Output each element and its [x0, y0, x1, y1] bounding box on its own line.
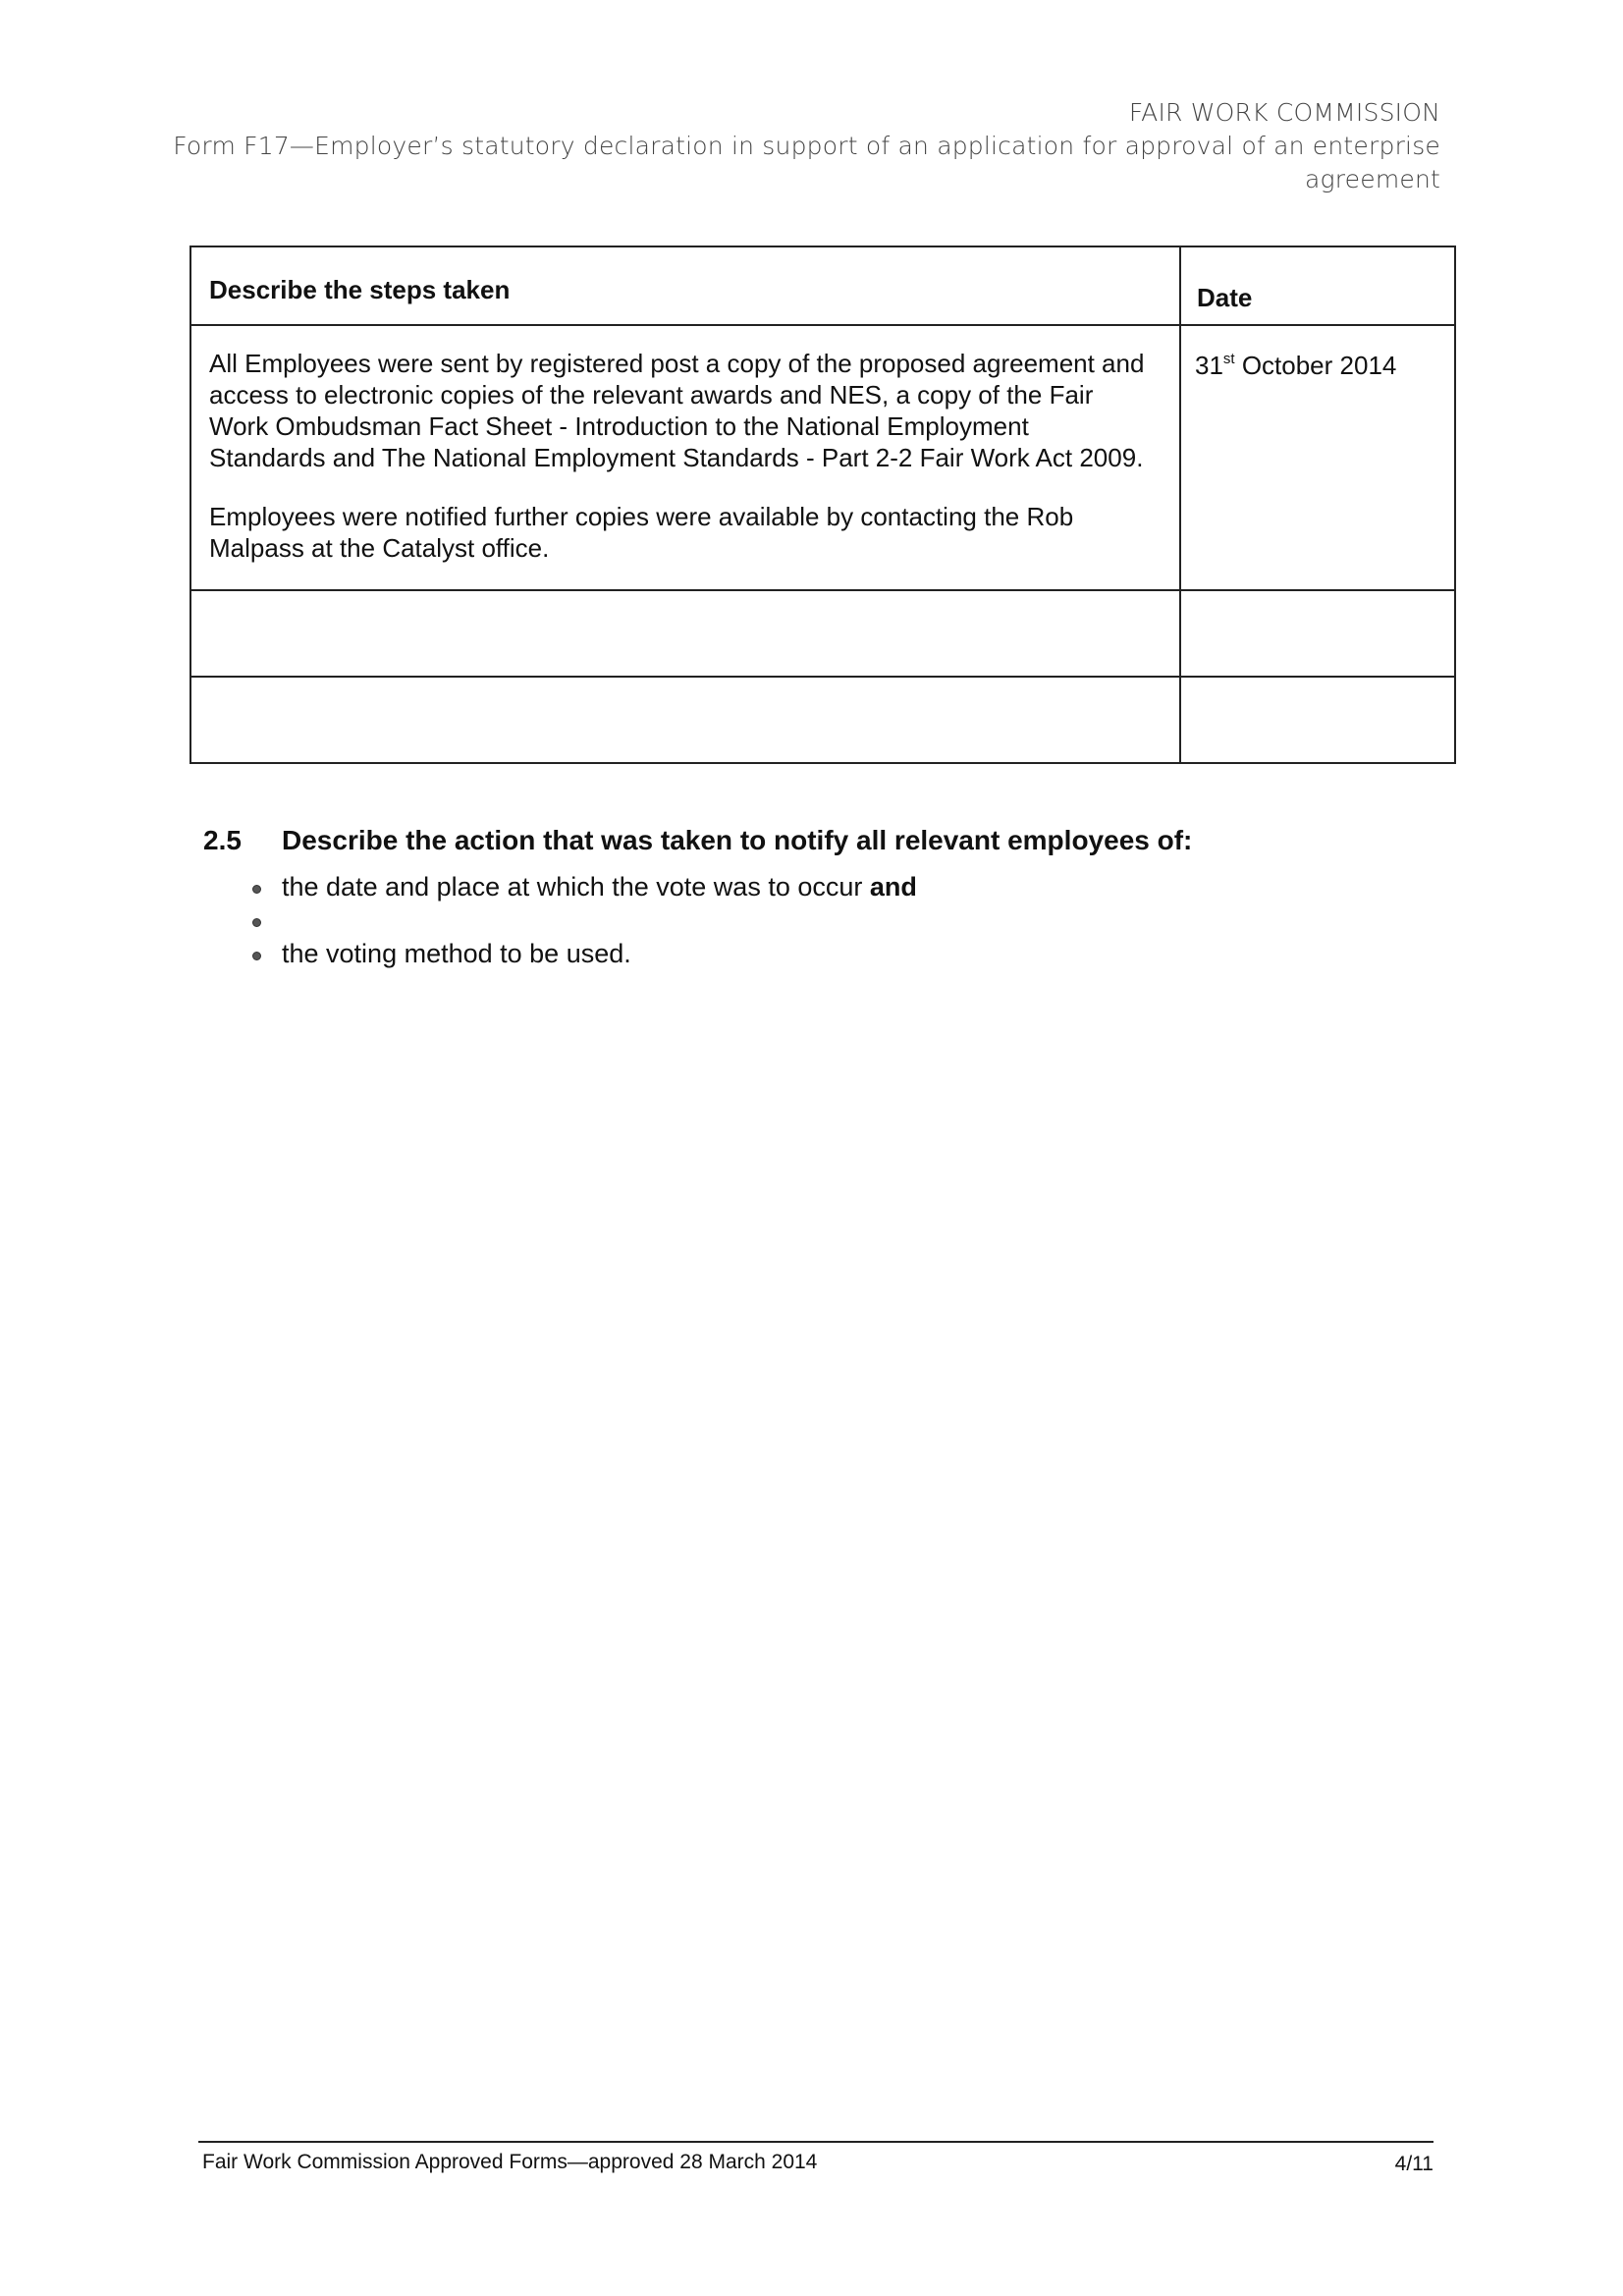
question-bullets	[203, 870, 1480, 970]
list-item	[252, 937, 1480, 970]
steps-desc-para1: All Employees were sent by registered post a copy of the proposed agreement and access to electronic copies of the relevant awards and NES, a copy of the Fair Work Ombudsman Fact Sheet - Introduction to the National Employment Standards and The National Employment Standards - Part 2-2 Fair Work Act 2009.	[209, 349, 1145, 472]
question-heading	[203, 825, 1480, 856]
bullet-bold-suffix: and	[869, 872, 917, 902]
question-text: Describe the action that was taken to notify all relevant employees of:	[282, 825, 1193, 855]
footer-text: Fair Work Commission Approved Forms—approved 28 March 2014	[202, 2151, 818, 2173]
list-item	[252, 903, 1480, 937]
steps-desc-cell-empty	[190, 590, 1180, 677]
table-row	[190, 325, 1455, 590]
col-date-header: Date	[1180, 246, 1455, 325]
table-row	[190, 590, 1455, 677]
date-suffix: st	[1222, 351, 1235, 367]
steps-date-cell-empty	[1180, 677, 1455, 763]
date-day: 31	[1195, 351, 1223, 380]
bullet-text: the date and place at which the vote was to occur	[282, 872, 870, 902]
page-number: 4/11	[1394, 2153, 1434, 2175]
question-number: 2.5	[203, 825, 242, 855]
question-2-5	[203, 825, 1480, 970]
list-item	[252, 870, 1480, 903]
org-name: FAIR WORK COMMISSION	[1128, 98, 1440, 127]
bullet-text: the voting method to be used.	[282, 939, 631, 968]
steps-desc-cell-empty	[190, 677, 1180, 763]
steps-desc-cell	[190, 325, 1180, 590]
col-desc-header: Describe the steps taken	[190, 246, 1180, 325]
steps-date-cell-empty	[1180, 590, 1455, 677]
date-rest: October 2014	[1234, 351, 1397, 380]
form-title-line2: agreement	[1305, 165, 1440, 193]
steps-date-cell	[1180, 325, 1455, 590]
footer-divider	[198, 2141, 1434, 2143]
steps-desc-para2: Employees were notified further copies were available by contacting the Rob Malpass at the Catalyst office.	[209, 502, 1074, 563]
form-title-line1: Form F17—Employer’s statutory declaration in support of an application for approval of an enterprise	[173, 132, 1440, 160]
steps-table	[189, 246, 1456, 764]
table-row	[190, 677, 1455, 763]
page-header	[164, 96, 1440, 196]
steps-table-header-row	[190, 246, 1455, 325]
